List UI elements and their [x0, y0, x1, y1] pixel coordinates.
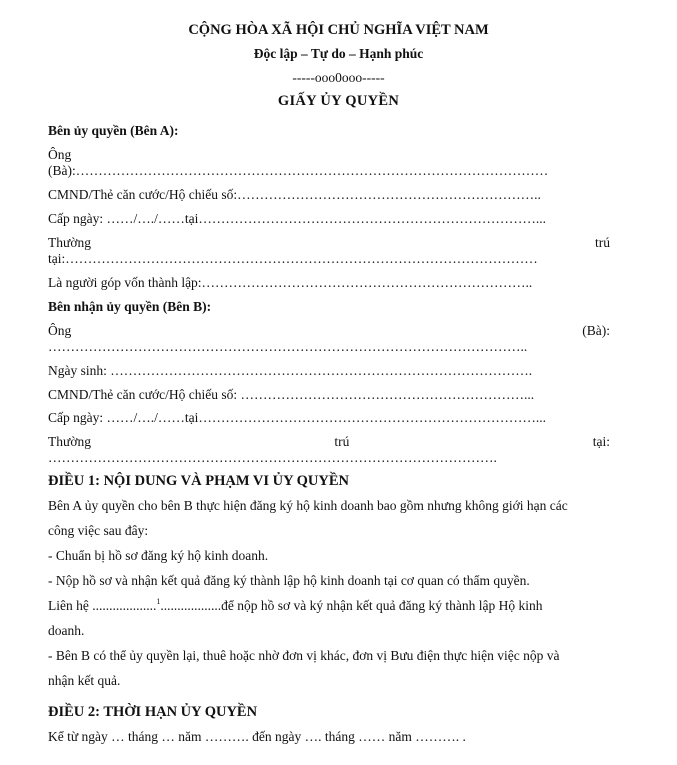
article-1-item-3-line-1: - Bên B có thể ủy quyền lại, thuê hoặc nhờ đơn vị khác, đơn vị Bưu điện thực hiện việc nộp và — [48, 648, 560, 663]
party-a-contributor-field: Là người góp vốn thành lập:……………………………………………………………….. — [48, 275, 533, 290]
party-b-dob-field: Ngày sinh: …………………………………………………………………………………. — [48, 363, 533, 378]
party-a-residence-label-right: trú — [595, 235, 610, 250]
footnote-marker[interactable]: 1 — [156, 597, 161, 606]
separator: -----ooo0ooo----- — [292, 70, 385, 85]
party-a-heading: Bên ủy quyền (Bên A): — [48, 123, 179, 138]
contact-prefix: Liên hệ ................... — [48, 598, 157, 613]
party-b-residence-field: ………………………………………………………………………………………. — [48, 450, 497, 465]
party-a-issue-field: Cấp ngày: ……/…./……tại…………………………………………………………………... — [48, 211, 546, 226]
party-a-name-field: (Bà):…………………………………………………………………………………………… — [48, 163, 549, 178]
party-b-residence-label-right: tại: — [592, 434, 610, 449]
article-1-item-3-line-2: nhận kết quả. — [48, 673, 121, 688]
contact-suffix: ..................để nộp hồ sơ và ký nhận kết quả đăng ký thành lập Hộ kinh — [160, 598, 543, 613]
party-a-residence-label: Thường — [48, 235, 91, 250]
party-a-name-label: Ông — [48, 147, 72, 162]
party-b-residence-label-mid: trú — [334, 434, 350, 449]
article-2-heading: ĐIỀU 2: THỜI HẠN ỦY QUYỀN — [48, 704, 258, 720]
party-a-residence-field: tại:…………………………………………………………………………………………… — [48, 251, 538, 266]
party-a-id-field: CMND/Thẻ căn cước/Hộ chiếu số:………………………………………………………….. — [48, 187, 541, 202]
article-1-intro-line-2: công việc sau đây: — [48, 523, 149, 538]
party-b-name-label-right: (Bà): — [582, 323, 610, 338]
article-2-line-1: Kể từ ngày … tháng … năm ………. đến ngày …. tháng …… năm ………. . — [48, 729, 466, 744]
article-1-item-1: - Chuẩn bị hồ sơ đăng ký hộ kinh doanh. — [48, 548, 269, 563]
article-1-contact-line — [48, 598, 610, 614]
party-b-residence-row — [48, 434, 610, 450]
party-b-id-field: CMND/Thẻ căn cước/Hộ chiếu số: ………………………………………………………... — [48, 387, 535, 402]
party-b-name-label: Ông — [48, 323, 72, 338]
party-a-residence-row — [48, 235, 610, 251]
article-1-intro-line-1: Bên A ủy quyền cho bên B thực hiện đăng ký hộ kinh doanh bao gồm nhưng không giới hạn các — [48, 498, 568, 513]
article-1-item-2: - Nộp hồ sơ và nhận kết quả đăng ký thành lập hộ kinh doanh tại cơ quan có thẩm quyền. — [48, 573, 530, 588]
party-b-name-row — [48, 323, 610, 339]
party-b-heading: Bên nhận ủy quyền (Bên B): — [48, 299, 212, 314]
party-b-name-field: …………………………………………………………………………………………….. — [48, 339, 528, 354]
document-title: GIẤY ỦY QUYỀN — [277, 93, 400, 109]
party-b-residence-label: Thường — [48, 434, 91, 449]
party-b-issue-field: Cấp ngày: ……/…./……tại…………………………………………………………………... — [48, 410, 546, 425]
motto: Độc lập – Tự do – Hạnh phúc — [253, 46, 424, 61]
country-heading: CỘNG HÒA XÃ HỘI CHỦ NGHĨA VIỆT NAM — [188, 22, 489, 38]
article-1-contact-line-2: doanh. — [48, 623, 85, 638]
article-1-heading: ĐIỀU 1: NỘI DUNG VÀ PHẠM VI ỦY QUYỀN — [48, 473, 350, 489]
